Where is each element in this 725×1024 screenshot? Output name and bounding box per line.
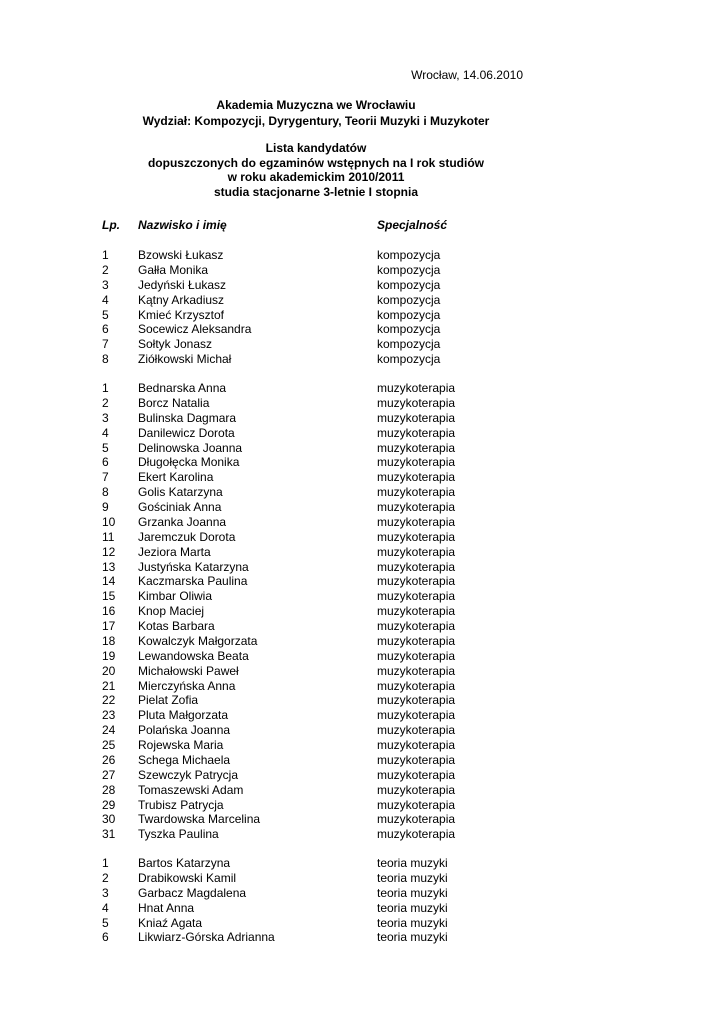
candidate-number: 1 xyxy=(102,248,109,262)
candidate-row xyxy=(0,693,725,708)
candidate-name: Kotas Barbara xyxy=(138,619,215,633)
candidate-row xyxy=(0,649,725,664)
document-date: Wrocław, 14.06.2010 xyxy=(411,68,523,82)
candidate-row xyxy=(0,530,725,545)
candidate-number: 30 xyxy=(102,812,116,827)
candidate-number: 10 xyxy=(102,514,116,529)
candidate-number: 22 xyxy=(102,693,116,708)
list-subtitle-1: dopuszczonych do egzaminów wstępnych na I rok studiów xyxy=(147,155,485,170)
candidate-row xyxy=(0,485,725,500)
candidate-specialty: teoria muzyki xyxy=(377,900,448,915)
candidate-number: 24 xyxy=(102,723,116,738)
candidate-name: Gałła Monika xyxy=(138,262,209,277)
candidate-name: Pielat Zofia xyxy=(138,693,199,708)
candidate-row xyxy=(0,560,725,575)
candidate-row xyxy=(0,322,725,337)
institution-header xyxy=(0,97,632,129)
candidate-number: 6 xyxy=(102,930,109,945)
candidate-number: 17 xyxy=(102,619,116,633)
candidate-row xyxy=(0,248,725,263)
candidate-number: 1 xyxy=(102,856,109,870)
candidate-row xyxy=(0,263,725,278)
institution-name: Akademia Muzyczna we Wrocławiu xyxy=(216,98,416,112)
candidate-number: 3 xyxy=(102,410,109,425)
candidate-specialty: muzykoterapia xyxy=(377,708,456,723)
candidate-name: Ziółkowski Michał xyxy=(138,352,232,367)
candidate-name: Socewicz Aleksandra xyxy=(138,322,252,337)
candidate-specialty: kompozycja xyxy=(377,352,441,367)
candidate-row xyxy=(0,812,725,827)
candidate-row xyxy=(0,708,725,723)
candidate-specialty: muzykoterapia xyxy=(377,723,456,738)
candidate-number: 12 xyxy=(102,544,116,559)
candidate-name: Kątny Arkadiusz xyxy=(138,292,225,307)
candidate-specialty: muzykoterapia xyxy=(377,767,456,782)
candidate-row xyxy=(0,515,725,530)
candidate-number: 16 xyxy=(102,604,116,619)
candidate-specialty: teoria muzyki xyxy=(377,915,448,930)
column-header-lp: Lp. xyxy=(102,218,120,232)
candidate-specialty: teoria muzyki xyxy=(377,870,448,885)
candidate-specialty: kompozycja xyxy=(377,277,441,292)
candidate-specialty: muzykoterapia xyxy=(377,619,456,633)
candidate-specialty: teoria muzyki xyxy=(377,856,448,870)
candidate-name: Polańska Joanna xyxy=(138,723,231,738)
candidate-name: Kaczmarska Paulina xyxy=(138,574,248,589)
candidate-number: 6 xyxy=(102,322,109,337)
candidate-row xyxy=(0,308,725,323)
candidate-number: 23 xyxy=(102,708,116,723)
candidate-name: Danilewicz Dorota xyxy=(138,425,235,440)
candidate-specialty: muzykoterapia xyxy=(377,500,456,514)
candidate-number: 6 xyxy=(102,455,109,470)
candidate-specialty: kompozycja xyxy=(377,322,441,337)
candidate-name: Kowalczyk Małgorzata xyxy=(138,633,258,648)
candidate-name: Garbacz Magdalena xyxy=(138,885,247,900)
candidate-specialty: muzykoterapia xyxy=(377,544,456,559)
candidate-row xyxy=(0,827,725,842)
candidate-row xyxy=(0,723,725,738)
candidate-name: Jeziora Marta xyxy=(138,544,211,559)
candidate-name: Mierczyńska Anna xyxy=(138,678,236,693)
candidate-name: Hnat Anna xyxy=(138,900,195,915)
candidate-row xyxy=(0,930,725,945)
candidate-row xyxy=(0,856,725,871)
candidate-row xyxy=(0,871,725,886)
column-header-specialty: Specjalność xyxy=(377,218,448,232)
candidate-number: 2 xyxy=(102,262,109,277)
candidate-row xyxy=(0,293,725,308)
candidate-name: Kimbar Oliwia xyxy=(138,589,213,604)
candidate-name: Michałowski Paweł xyxy=(138,663,239,678)
candidate-specialty: muzykoterapia xyxy=(377,470,456,485)
candidate-name: Długołęcka Monika xyxy=(138,455,240,470)
candidate-specialty: kompozycja xyxy=(377,337,441,352)
candidate-number: 7 xyxy=(102,337,109,352)
candidate-number: 1 xyxy=(102,381,109,395)
candidate-name: Grzanka Joanna xyxy=(138,514,227,529)
candidate-row xyxy=(0,278,725,293)
candidate-name: Bednarska Anna xyxy=(138,381,227,395)
candidate-specialty: kompozycja xyxy=(377,292,441,307)
list-subtitle-3: studia stacjonarne 3-letnie I stopnia xyxy=(213,184,419,199)
candidate-row xyxy=(0,664,725,679)
candidate-specialty: kompozycja xyxy=(377,307,441,322)
candidate-specialty: muzykoterapia xyxy=(377,381,456,395)
candidate-name: Sołtyk Jonasz xyxy=(138,337,213,352)
candidate-name: Golis Katarzyna xyxy=(138,485,223,500)
candidate-number: 15 xyxy=(102,589,116,604)
candidate-specialty: muzykoterapia xyxy=(377,812,456,827)
candidate-row xyxy=(0,574,725,589)
candidate-name: Justyńska Katarzyna xyxy=(138,559,249,574)
candidate-specialty: muzykoterapia xyxy=(377,827,456,842)
candidate-number: 27 xyxy=(102,767,116,782)
candidate-specialty: muzykoterapia xyxy=(377,425,456,440)
candidate-row xyxy=(0,768,725,783)
candidate-specialty: teoria muzyki xyxy=(377,930,448,945)
candidate-row xyxy=(0,783,725,798)
column-header-name: Nazwisko i imię xyxy=(138,218,227,232)
candidate-name: Jedyński Łukasz xyxy=(138,277,227,292)
candidate-row xyxy=(0,352,725,367)
candidate-row xyxy=(0,337,725,352)
candidate-specialty: muzykoterapia xyxy=(377,648,456,663)
candidate-specialty: muzykoterapia xyxy=(377,752,456,767)
candidate-specialty: muzykoterapia xyxy=(377,604,456,619)
candidate-specialty: muzykoterapia xyxy=(377,574,456,589)
candidate-row xyxy=(0,604,725,619)
candidate-row xyxy=(0,411,725,426)
candidate-specialty: kompozycja xyxy=(377,248,441,262)
candidate-specialty: muzykoterapia xyxy=(377,678,456,693)
candidate-specialty: muzykoterapia xyxy=(377,663,456,678)
candidate-row xyxy=(0,901,725,916)
candidate-number: 5 xyxy=(102,915,109,930)
candidate-name: Kniaź Agata xyxy=(138,915,203,930)
candidate-name: Pluta Małgorzata xyxy=(138,708,229,723)
candidate-number: 28 xyxy=(102,782,116,797)
candidate-name: Kmieć Krzysztof xyxy=(138,307,225,322)
candidate-name: Gościniak Anna xyxy=(138,500,222,514)
candidate-name: Bulinska Dagmara xyxy=(138,410,237,425)
candidate-specialty: muzykoterapia xyxy=(377,410,456,425)
candidate-row xyxy=(0,753,725,768)
candidate-row xyxy=(0,589,725,604)
candidate-name: Bartos Katarzyna xyxy=(138,856,231,870)
candidate-specialty: muzykoterapia xyxy=(377,782,456,797)
candidate-row xyxy=(0,441,725,456)
candidate-row xyxy=(0,396,725,411)
candidate-row xyxy=(0,916,725,931)
candidate-section xyxy=(0,248,725,367)
list-subtitle-2: w roku akademickim 2010/2011 xyxy=(227,170,405,185)
candidate-number: 5 xyxy=(102,440,109,455)
candidate-row xyxy=(0,738,725,753)
candidate-number: 13 xyxy=(102,559,116,574)
candidate-number: 20 xyxy=(102,663,116,678)
candidate-specialty: muzykoterapia xyxy=(377,633,456,648)
candidate-name: Borcz Natalia xyxy=(138,395,210,410)
candidate-specialty: teoria muzyki xyxy=(377,885,448,900)
candidate-specialty: muzykoterapia xyxy=(377,589,456,604)
candidate-name: Szewczyk Patrycja xyxy=(138,767,239,782)
candidate-name: Delinowska Joanna xyxy=(138,440,243,455)
candidate-number: 31 xyxy=(102,827,116,842)
candidate-specialty: muzykoterapia xyxy=(377,797,456,812)
candidate-specialty: kompozycja xyxy=(377,262,441,277)
candidate-specialty: muzykoterapia xyxy=(377,440,456,455)
candidate-number: 3 xyxy=(102,277,109,292)
candidate-row xyxy=(0,886,725,901)
candidate-section xyxy=(0,381,725,842)
candidate-specialty: muzykoterapia xyxy=(377,559,456,574)
candidate-name: Knop Maciej xyxy=(138,604,205,619)
candidate-name: Twardowska Marcelina xyxy=(138,812,261,827)
candidate-name: Tyszka Paulina xyxy=(138,827,219,842)
candidate-name: Likwiarz-Górska Adrianna xyxy=(138,930,275,945)
candidate-row xyxy=(0,470,725,485)
candidate-name: Trubisz Patrycja xyxy=(138,797,224,812)
candidate-number: 2 xyxy=(102,395,109,410)
candidate-name: Lewandowska Beata xyxy=(138,648,249,663)
candidate-specialty: muzykoterapia xyxy=(377,455,456,470)
candidate-specialty: muzykoterapia xyxy=(377,395,456,410)
candidate-name: Rojewska Maria xyxy=(138,738,224,752)
candidate-name: Ekert Karolina xyxy=(138,470,214,485)
candidate-number: 4 xyxy=(102,900,109,915)
candidate-row xyxy=(0,798,725,813)
candidate-name: Schega Michaela xyxy=(138,752,231,767)
candidate-name: Tomaszewski Adam xyxy=(138,782,244,797)
candidate-specialty: muzykoterapia xyxy=(377,485,456,500)
candidate-number: 2 xyxy=(102,870,109,885)
candidate-number: 3 xyxy=(102,885,109,900)
candidate-number: 29 xyxy=(102,797,116,812)
candidate-row xyxy=(0,500,725,515)
candidate-row xyxy=(0,619,725,634)
candidate-section xyxy=(0,856,725,945)
candidate-row xyxy=(0,426,725,441)
candidate-number: 11 xyxy=(102,529,115,544)
candidate-name: Bzowski Łukasz xyxy=(138,248,224,262)
candidate-name: Jaremczuk Dorota xyxy=(138,529,236,544)
candidate-number: 7 xyxy=(102,470,109,485)
candidate-number: 4 xyxy=(102,425,109,440)
candidate-specialty: muzykoterapia xyxy=(377,529,456,544)
candidate-number: 18 xyxy=(102,633,116,648)
candidate-number: 4 xyxy=(102,292,109,307)
candidate-number: 21 xyxy=(102,678,116,693)
candidate-number: 9 xyxy=(102,500,109,514)
candidate-number: 8 xyxy=(102,485,109,500)
list-title-block xyxy=(0,141,632,199)
candidate-row xyxy=(0,455,725,470)
list-title: Lista kandydatów xyxy=(265,141,367,155)
candidate-name: Drabikowski Kamil xyxy=(138,870,237,885)
candidate-row xyxy=(0,634,725,649)
candidate-number: 8 xyxy=(102,352,109,367)
faculty-name: Wydział: Kompozycji, Dyrygentury, Teorii Muzyki i Muzykoter xyxy=(142,114,490,128)
candidate-number: 5 xyxy=(102,307,109,322)
candidate-specialty: muzykoterapia xyxy=(377,514,456,529)
candidate-number: 26 xyxy=(102,752,116,767)
candidate-row xyxy=(0,679,725,694)
candidate-row xyxy=(0,381,725,396)
candidate-number: 25 xyxy=(102,738,116,752)
candidate-number: 14 xyxy=(102,574,116,589)
candidate-number: 19 xyxy=(102,648,116,663)
candidate-specialty: muzykoterapia xyxy=(377,738,456,752)
candidate-row xyxy=(0,545,725,560)
candidate-specialty: muzykoterapia xyxy=(377,693,456,708)
